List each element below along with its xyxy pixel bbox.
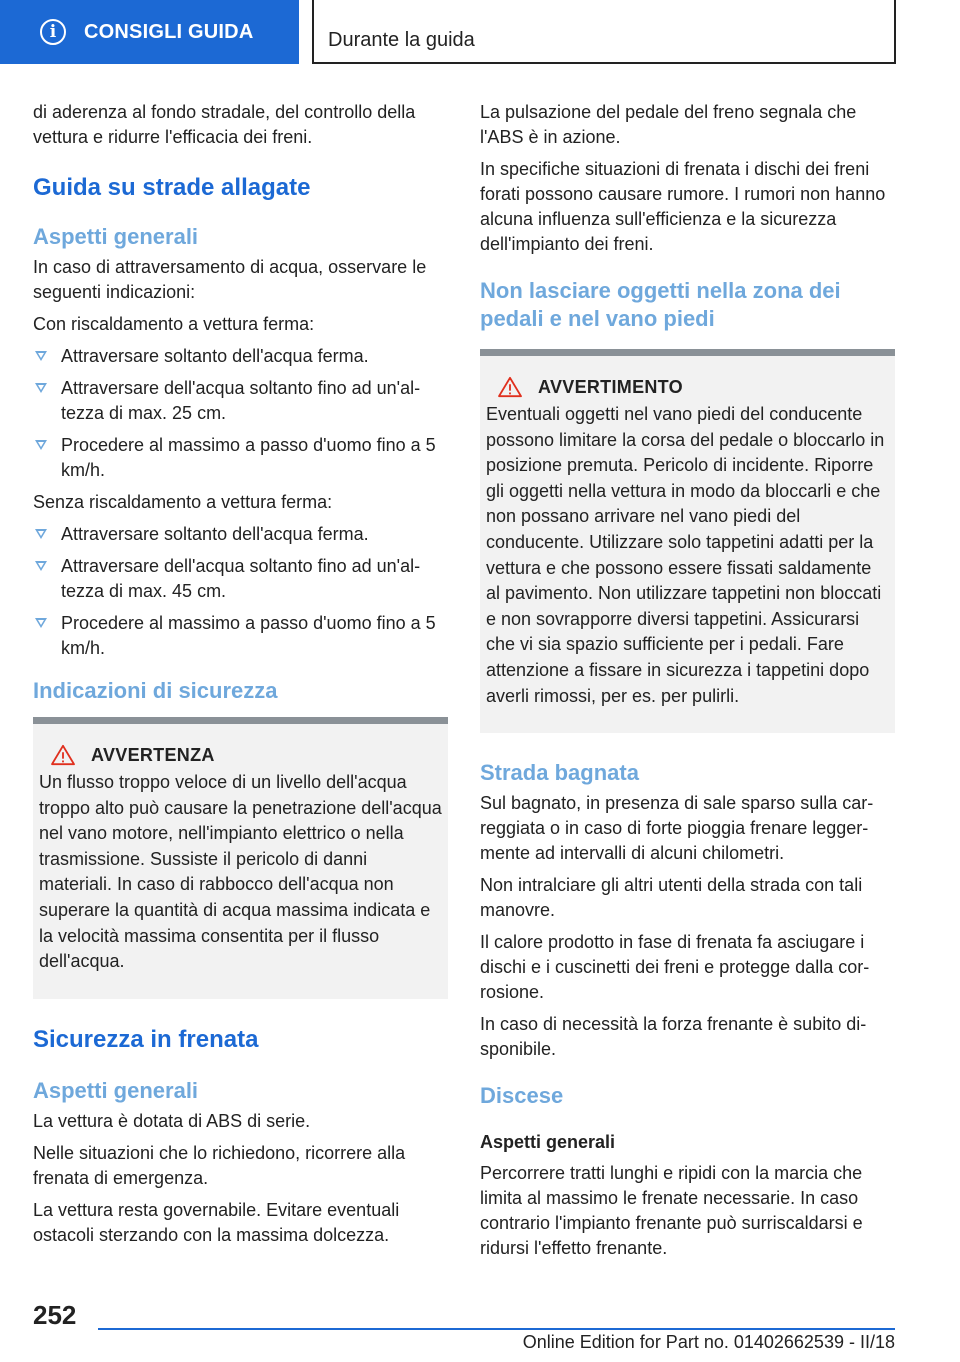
right-column bbox=[480, 100, 895, 1268]
heading-pedal-area: Non lasciare oggetti nella zona dei pedali e nel vano piedi bbox=[480, 278, 841, 331]
section-tab[interactable] bbox=[312, 0, 896, 64]
left-column bbox=[33, 100, 448, 1255]
chapter-tab-label: CONSIGLI GUIDA bbox=[84, 20, 254, 43]
list-item: Attraversare soltanto dell'acqua ferma. bbox=[33, 344, 448, 369]
wet-p3: Il calore prodotto in fase di frenata fa asciugare i dischi e i cuscinetti dei freni e protegge dalla corrosione. bbox=[480, 932, 870, 1003]
bullet-triangle-icon bbox=[35, 440, 47, 450]
braking-p3: La vettura resta governabile. Evitare eventuali ostacoli sterzando con la massima dolcezza. bbox=[33, 1199, 400, 1245]
warning-triangle-icon bbox=[49, 744, 77, 766]
bullet-triangle-icon bbox=[35, 351, 47, 361]
flood-general-text: In caso di attraversamento di acqua, osservare le seguenti indicazioni: bbox=[33, 257, 427, 302]
page-header bbox=[0, 0, 960, 66]
heading-braking-safety: Sicurezza in frenata bbox=[33, 1025, 259, 1053]
heading-safety-notes: Indicazioni di sicurezza bbox=[33, 678, 278, 703]
warning-title: AVVERTIMENTO bbox=[538, 376, 683, 397]
list-item: Attraversare dell'acqua soltanto fino ad un'altezza di max. 25 cm. bbox=[33, 376, 448, 426]
section-tab-label: Durante la guida bbox=[328, 29, 475, 51]
braking-p1: La vettura è dotata di ABS di serie. bbox=[33, 1110, 311, 1131]
heading-flooded-roads: Guida su strade allagate bbox=[33, 174, 311, 201]
bullet-triangle-icon bbox=[35, 618, 47, 628]
warning-box-2 bbox=[480, 349, 895, 733]
warning-title: AVVERTENZA bbox=[91, 744, 215, 765]
footer-edition: Online Edition for Part no. 01402662539 - II/18 bbox=[522, 1332, 895, 1352]
heading-general-aspects-2: Aspetti generali bbox=[33, 1077, 199, 1103]
abs-paragraph: La pulsazione del pedale del freno segnala che l'ABS è in azione. bbox=[480, 102, 857, 147]
heated-list bbox=[33, 344, 448, 483]
chapter-tab[interactable] bbox=[0, 0, 299, 64]
warning-header bbox=[486, 376, 889, 398]
heading-general-aspects: Aspetti generali bbox=[33, 224, 199, 249]
bullet-triangle-icon bbox=[35, 529, 47, 539]
wet-p4: In caso di necessità la forza frenante è subito disponibile. bbox=[480, 1014, 867, 1060]
page-number: 252 bbox=[33, 1300, 77, 1330]
intro-paragraph: di aderenza al fondo stradale, del controllo della vettura e ridurre l'efficacia dei freni. bbox=[33, 102, 416, 147]
list-item: Procedere al massimo a passo d'uomo fino a 5 km/h. bbox=[33, 433, 448, 483]
list-item: Procedere al massimo a passo d'uomo fino a 5 km/h. bbox=[33, 611, 448, 661]
heading-descents: Discese bbox=[480, 1083, 564, 1109]
wet-p2: Non intralciare gli altri utenti della strada con tali manovre. bbox=[480, 875, 863, 921]
info-icon: i bbox=[40, 19, 66, 45]
warning-box bbox=[33, 717, 448, 999]
list-item: Attraversare soltanto dell'acqua ferma. bbox=[33, 522, 448, 547]
warning-triangle-icon bbox=[496, 376, 524, 398]
warning-text: Un flusso troppo veloce di un livello dell'acqua troppo alto può causare la penetrazione dell'acqua nel vano motore, nell'impianto elettrico o nella trasmissione. Sussiste il pericolo di danni materiali. In caso di rabbocco dell'acqua non superare la quantità di acqua massima indicata e la velocità massima consentita per il flusso dell'acqua. bbox=[39, 772, 442, 972]
bullet-triangle-icon bbox=[35, 383, 47, 393]
unheated-label: Senza riscaldamento a vettura ferma: bbox=[33, 492, 333, 512]
footer-divider bbox=[98, 1328, 895, 1330]
braking-p2: Nelle situazioni che lo richiedono, ricorrere alla frenata di emergenza. bbox=[33, 1142, 406, 1188]
heading-descents-general: Aspetti generali bbox=[480, 1132, 616, 1153]
disc-noise-paragraph: In specifiche situazioni di frenata i dischi dei freni forati possono causare rumore. I rumori non hanno alcuna influenza sull'efficienza e la sicurezza dell'impianto dei freni. bbox=[480, 159, 886, 254]
heated-label: Con riscaldamento a vettura ferma: bbox=[33, 314, 315, 334]
warning-header bbox=[39, 744, 442, 766]
heading-wet-road: Strada bagnata bbox=[480, 760, 639, 786]
wet-p1: Sul bagnato, in presenza di sale sparso sulla carreggiata o in caso di forte pioggia frenare leggermente ad intervalli di alcuni chilometri. bbox=[480, 793, 874, 864]
bullet-triangle-icon bbox=[35, 561, 47, 571]
unheated-list bbox=[33, 522, 448, 661]
descent-text: Percorrere tratti lunghi e ripidi con la marcia che limita al massimo le frenate necessarie. In caso contrario l'impianto frenante può surriscaldarsi e ridursi l'effetto frenante. bbox=[480, 1163, 863, 1259]
list-item: Attraversare dell'acqua soltanto fino ad un'altezza di max. 45 cm. bbox=[33, 554, 448, 604]
warning-text: Eventuali oggetti nel vano piedi del conducente possono limitare la corsa del pedale o bloccarlo in posizione premuta. Pericolo di incidente. Riporre gli oggetti nella vettura in modo da bloccarli e che non possano arrivare nel vano piedi del conducente. Utilizzare solo tappetini adatti per la vettura e che possono essere fissati saldamente al pavimento. Non utilizzare tappetini non bloccati e non sovrapporre diversi tappetini. Assicurarsi che vi sia spazio sufficiente per i pedali. Fare attenzione a fissare in sicurezza i tappetini dopo averli rimossi, per es. per pulirli. bbox=[486, 404, 885, 706]
